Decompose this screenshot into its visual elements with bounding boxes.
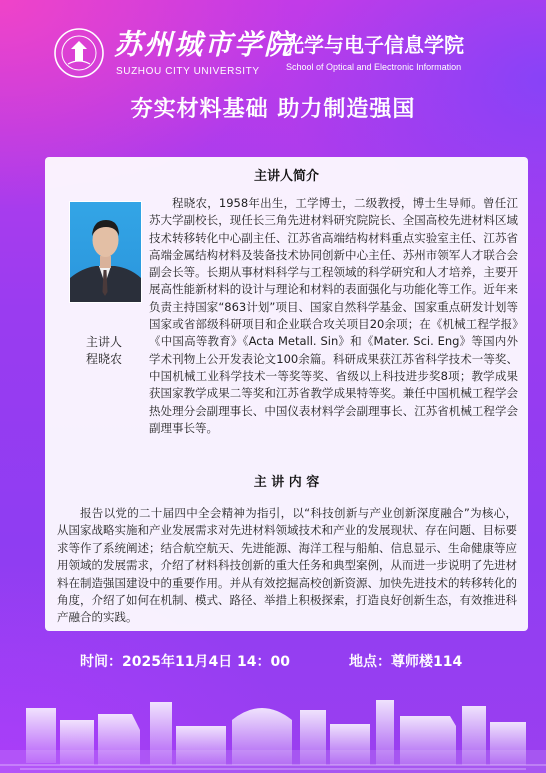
university-name-en: SUZHOU CITY UNIVERSITY bbox=[116, 66, 260, 77]
talk-abstract: 报告以党的二十届四中全会精神为指引，以“科技创新与产业创新深度融合”为核心，从国家战略实施和产业发展需求对先进材料领域技术和产业的发展现状、存在问题、目标要求等作了系统阐述；结合航空航天、先进能源、海洋工程与船舶、信息显示、生命健康等应用领域的发展需求，介绍了材料科技创新的重大任务和典型案例，从而进一步说明了先进材料在制造强国建设中的重要作用。并从有效挖掘高校创新资源、加快先进技术的转移转化的角度，介绍了如何在机制、模式、路径、举措上积极探索，打造良好创新生态，有效推进科产融合的实践。 bbox=[57, 506, 517, 625]
speaker-bio: 程晓农，1958年出生，工学博士，二级教授，博士生导师。曾任江苏大学副校长，现任长三角先进材料研究院院长、全国高校先进材料区域技术转移转化中心副主任、江苏省高端结构材料重点实验室主任、江苏省高端金属结构材料及装备技术协同创新中心主任、苏州市领军人才联合会副会长等。长期从事材料科学与工程领域的科学研究和人才培养，主要开展高性能新材料的设计与理论和材料的表面强化与功能化等工作。近年来负责主持国家“863计划”项目、国家自然科学基金、国家重点研发计划等国家或省部级科研项目和企业联合攻关项目20余项；在《机械工程学报》《中国高等教育》《Acta Metall. Sin》和《Mater. Sci. Eng》等国内外学术刊物上公开发表论文100余篇。科研成果获江苏省科学技术一等奖、中国机械工业科学技术一等奖等奖、省级以上科技进步奖8项；教学成果获国家教学成果二等奖和江苏省教学成果特等奖。兼任中国机械工程学会热处理分会副理事长、中国仪表材料学会副理事长、江苏省机械工程学会副理事长等。 bbox=[149, 196, 518, 435]
school-name-cn: 光学与电子信息学院 bbox=[284, 33, 464, 57]
content-card bbox=[45, 157, 528, 631]
header bbox=[0, 0, 546, 92]
speaker-role: 主讲人 bbox=[85, 335, 122, 349]
university-seal-icon bbox=[54, 28, 104, 78]
school-name-en: School of Optical and Electronic Information bbox=[286, 62, 462, 72]
event-time: 时间：2025年11月4日 14：00 bbox=[80, 654, 291, 670]
speaker-name: 程晓农 bbox=[85, 352, 122, 366]
university-name-cn: 苏州城市学院 bbox=[114, 28, 295, 61]
talk-section-title: 主 讲 内 容 bbox=[253, 475, 320, 490]
campus-skyline-decoration bbox=[0, 680, 546, 773]
speaker-section-title: 主讲人简介 bbox=[253, 169, 319, 184]
speaker-photo bbox=[69, 201, 142, 303]
lecture-title: 夯实材料基础 助力制造强国 bbox=[130, 97, 416, 122]
event-location: 地点：尊师楼114 bbox=[349, 654, 463, 670]
